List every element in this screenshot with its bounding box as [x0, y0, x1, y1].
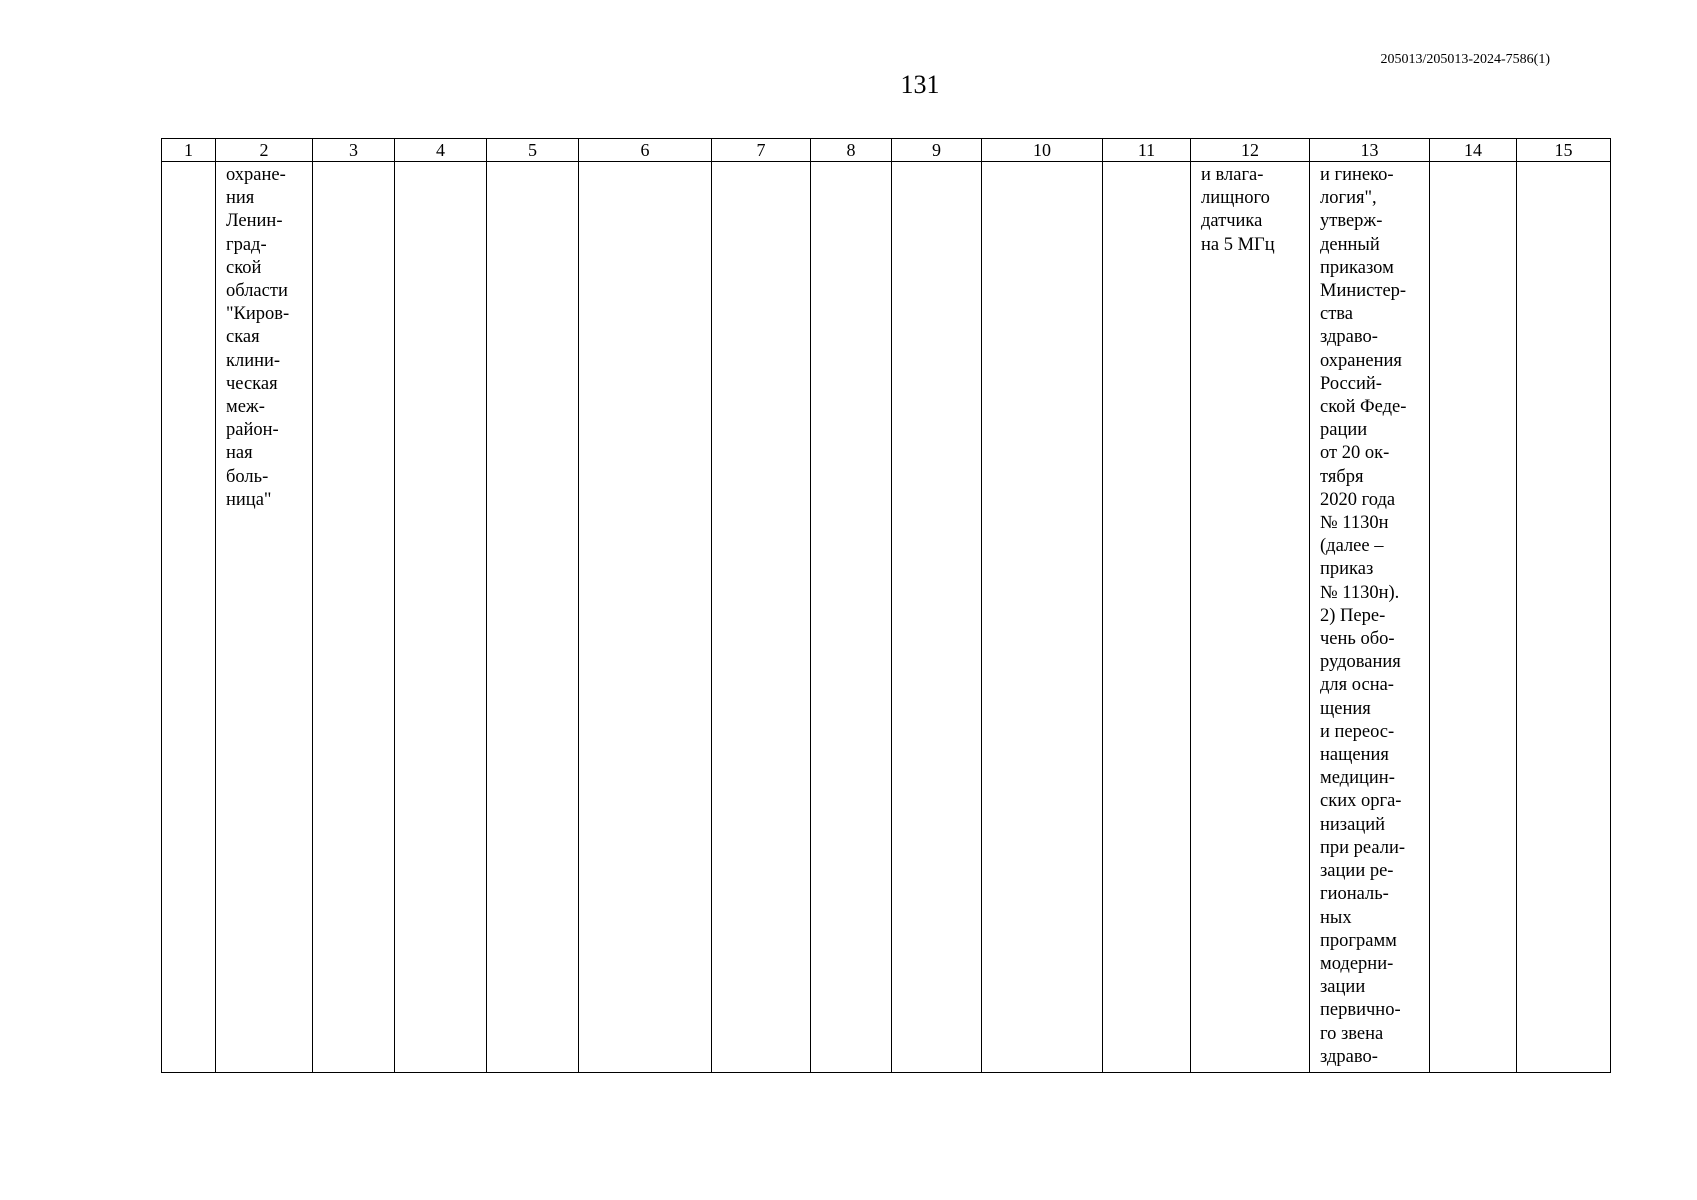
table-row [162, 162, 1611, 1073]
column-header-8: 8 [811, 139, 892, 162]
page-number: 131 [900, 70, 940, 99]
text-line: области [226, 281, 288, 302]
cell-col-7 [712, 162, 811, 1073]
text-line: го звена [1320, 1023, 1384, 1044]
text-line: первично- [1320, 1000, 1401, 1021]
cell-col-14 [1430, 162, 1517, 1073]
text-line: ской Феде- [1320, 397, 1407, 418]
text-line: от 20 ок- [1320, 443, 1390, 464]
text-line: "Киров- [226, 304, 290, 325]
text-line: модерни- [1320, 953, 1394, 974]
cell-col-5 [487, 162, 579, 1073]
text-line: денный [1320, 234, 1380, 255]
cell-col-10 [982, 162, 1103, 1073]
text-line: низаций [1320, 814, 1386, 835]
text-line: рудования [1320, 652, 1401, 673]
text-line: ния [226, 188, 255, 209]
cell-col-1 [162, 162, 216, 1073]
text-line: ства [1320, 304, 1353, 325]
text-line: ская [226, 327, 260, 348]
column-header-2: 2 [216, 139, 313, 162]
column-header-7: 7 [712, 139, 811, 162]
cell-col-4 [395, 162, 487, 1073]
column-header-11: 11 [1103, 139, 1191, 162]
cell-col-9 [892, 162, 982, 1073]
text-line: ных [1320, 907, 1352, 928]
text-line: для осна- [1320, 675, 1394, 696]
cell-col-11 [1103, 162, 1191, 1073]
column-header-14: 14 [1430, 139, 1517, 162]
cell-col-2 [216, 162, 313, 1073]
text-line: здраво- [1320, 1046, 1378, 1067]
cell-col-2-text [226, 164, 306, 512]
text-line: щения [1320, 698, 1371, 719]
text-line: приказом [1320, 257, 1394, 278]
text-line: на 5 МГц [1201, 234, 1275, 255]
text-line: рации [1320, 420, 1368, 441]
text-line: охране- [226, 165, 286, 185]
column-header-15: 15 [1517, 139, 1611, 162]
text-line: тября [1320, 466, 1364, 487]
text-line: № 1130н). [1320, 582, 1400, 603]
cell-col-15 [1517, 162, 1611, 1073]
text-line: 2) Пере- [1320, 605, 1386, 626]
text-line: утверж- [1320, 211, 1383, 232]
text-line: при реали- [1320, 837, 1406, 858]
text-line: и влага- [1201, 165, 1264, 185]
text-line: Министер- [1320, 281, 1407, 302]
document-id: 205013/205013-2024-7586(1) [1380, 52, 1550, 67]
cell-col-8 [811, 162, 892, 1073]
text-line: зации [1320, 977, 1366, 998]
text-line: боль- [226, 466, 269, 487]
text-line: ница" [226, 489, 272, 510]
cell-col-13-text [1320, 164, 1423, 1069]
text-line: логия", [1320, 188, 1377, 209]
text-line: программ [1320, 930, 1397, 951]
column-header-12: 12 [1191, 139, 1310, 162]
column-header-5: 5 [487, 139, 579, 162]
cell-col-6 [579, 162, 712, 1073]
cell-col-3 [313, 162, 395, 1073]
text-line: чень обо- [1320, 629, 1395, 650]
text-line: здраво- [1320, 327, 1378, 348]
text-line: охранения [1320, 350, 1402, 371]
column-header-13: 13 [1310, 139, 1430, 162]
column-header-9: 9 [892, 139, 982, 162]
text-line: Россий- [1320, 373, 1382, 394]
text-line: (далее – [1320, 536, 1384, 557]
text-line: медицин- [1320, 768, 1395, 789]
text-line: ской [226, 257, 262, 278]
column-header-3: 3 [313, 139, 395, 162]
text-line: ских орга- [1320, 791, 1402, 812]
text-line: ная [226, 443, 253, 464]
column-header-10: 10 [982, 139, 1103, 162]
text-line: зации ре- [1320, 861, 1394, 882]
column-header-1: 1 [162, 139, 216, 162]
text-line: лищного [1201, 188, 1270, 209]
text-line: № 1130н [1320, 513, 1389, 534]
column-header-4: 4 [395, 139, 487, 162]
text-line: 2020 года [1320, 489, 1396, 510]
cell-col-12-text [1201, 164, 1303, 257]
text-line: и гинеко- [1320, 165, 1394, 185]
data-table [161, 138, 1611, 1073]
text-line: град- [226, 234, 267, 255]
cell-col-12 [1191, 162, 1310, 1073]
cell-col-13 [1310, 162, 1430, 1073]
text-line: нащения [1320, 745, 1389, 766]
text-line: гиональ- [1320, 884, 1389, 905]
text-line: и переос- [1320, 721, 1395, 742]
text-line: Ленин- [226, 211, 283, 232]
text-line: датчика [1201, 211, 1263, 232]
column-number-row [162, 139, 1611, 162]
column-header-6: 6 [579, 139, 712, 162]
text-line: ческая [226, 373, 278, 394]
text-line: приказ [1320, 559, 1374, 580]
text-line: район- [226, 420, 279, 441]
text-line: меж- [226, 397, 265, 418]
text-line: клини- [226, 350, 281, 371]
